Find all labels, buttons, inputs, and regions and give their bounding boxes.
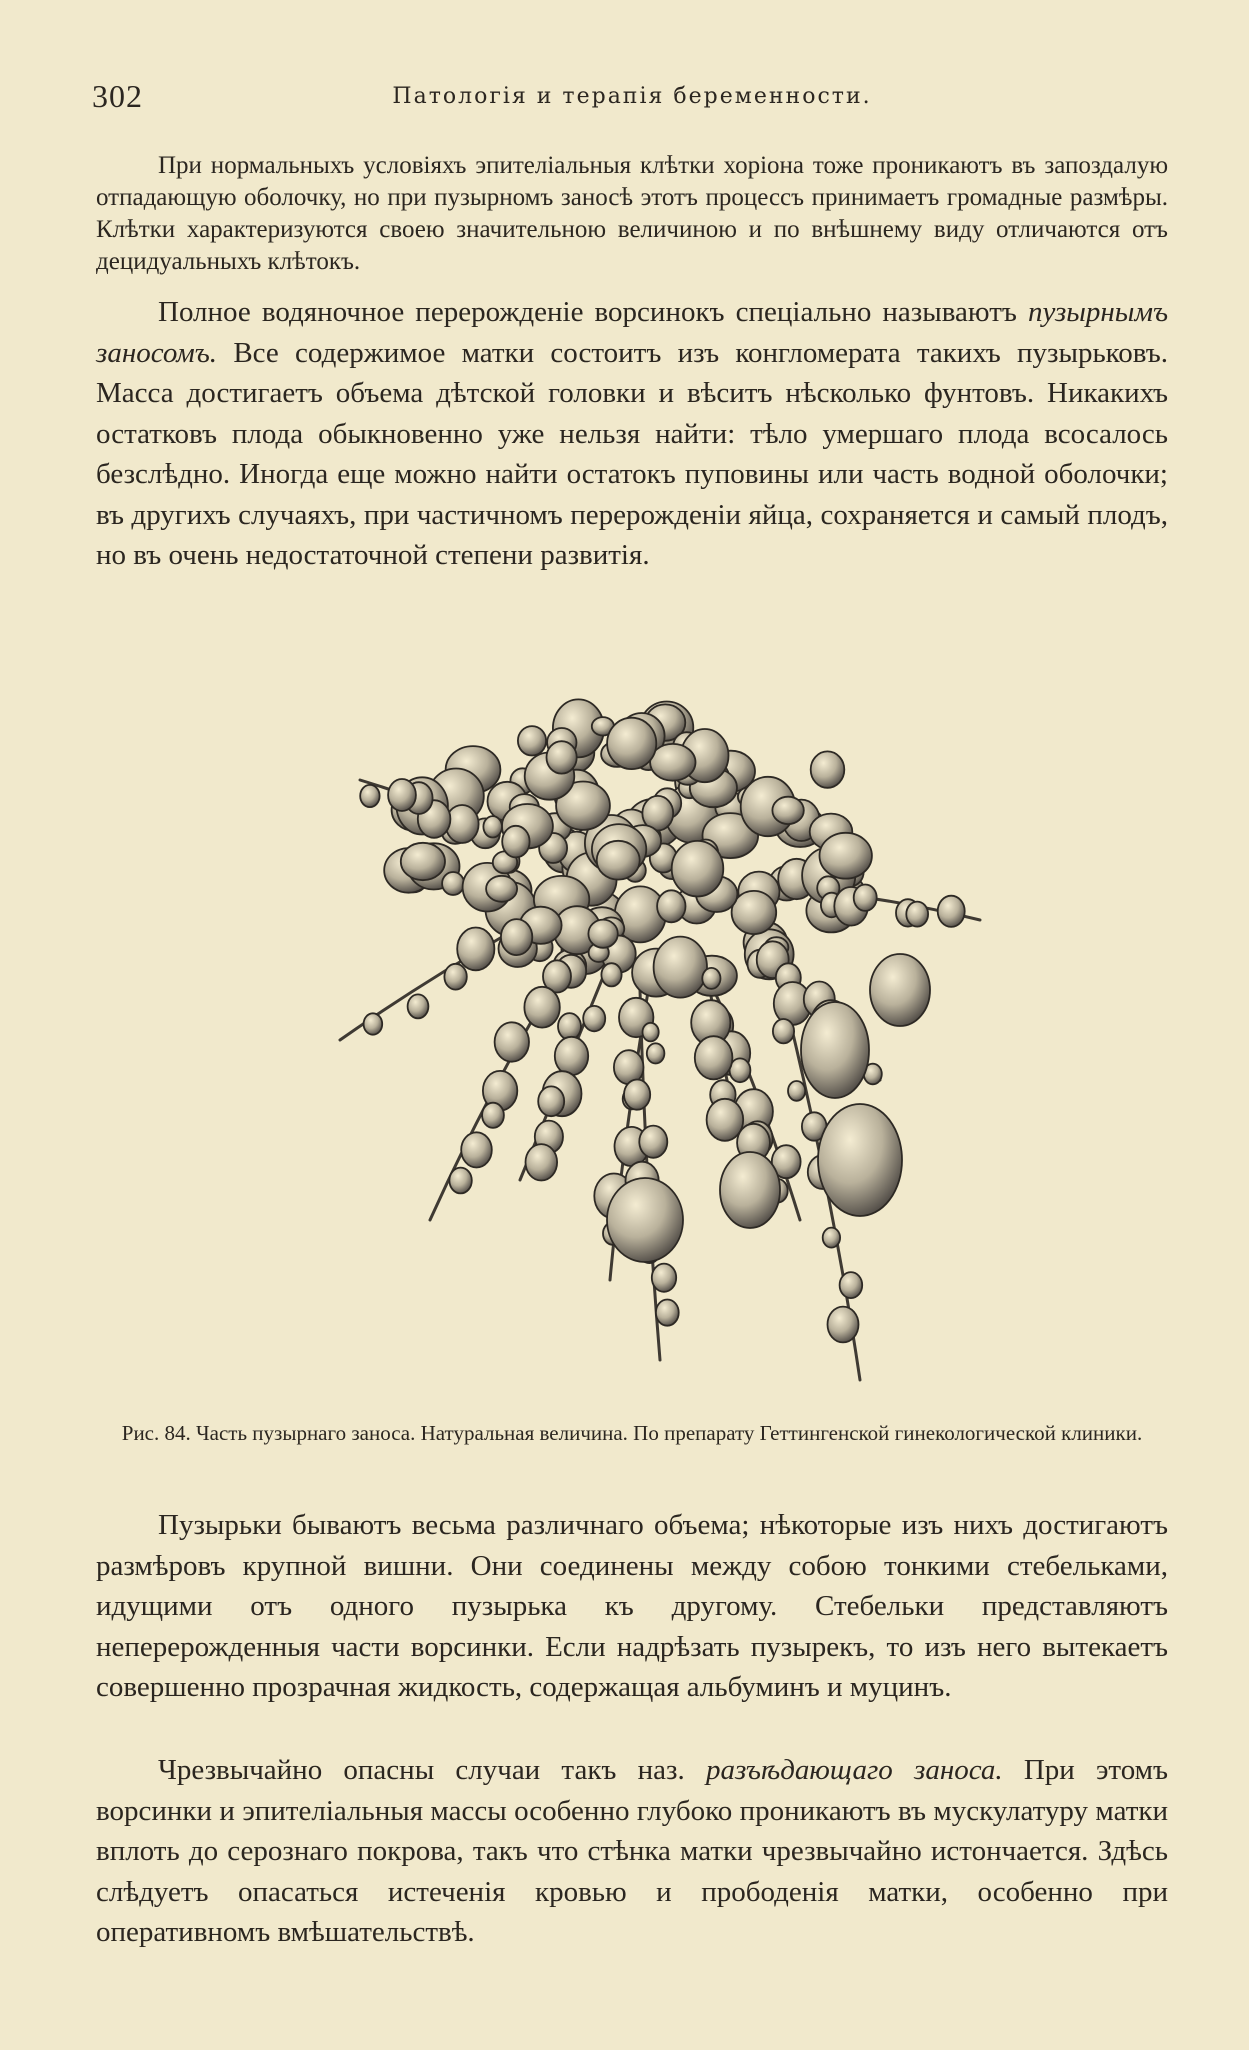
paragraph-3: [96, 1505, 1168, 1708]
page-header: [92, 78, 1172, 122]
paragraph-2-text-start: Полное водяночное перерожденіе ворсинокъ спеціально называютъ: [158, 296, 1017, 328]
paragraph-1-text: При нормальныхъ условіяхъ эпителіальныя клѣтки хоріона тоже проникаютъ въ запоздалую отпадающую оболочку, но при пузырномъ заносѣ этотъ процессъ принимаетъ громадные размѣры. Клѣтки характеризуются своею значительною величиною и по внѣшнему виду отличаются отъ децидуальныхъ клѣтокъ.: [96, 152, 1168, 275]
figure-hydatidiform-mole: [280, 660, 1020, 1400]
vesicle-cluster-illustration: [280, 660, 1020, 1400]
paragraph-2-emphasis: пузырнымъ заносомъ.: [96, 296, 1168, 369]
page-number: 302: [92, 78, 143, 114]
paragraph-4-emphasis: разъѣдающаго заноса.: [705, 1754, 1003, 1786]
paragraph-4-text-end: При этомъ ворсинки и эпителіальныя массы особенно глубоко проникаютъ въ мускулатуру матки вплоть до серознаго покрова, такъ что стѣнка матки чрезвычайно истончается. Здѣсь слѣдуетъ опасаться истеченія кровью и прободенія матки, особенно при оперативномъ вмѣшательствѣ.: [96, 1754, 1169, 1948]
paragraph-2-text-end: Все содержимое матки состоитъ изъ конгломерата такихъ пузырьковъ. Масса достигаетъ объема дѣтской головки и вѣситъ нѣсколько фунтовъ. Никакихъ остатковъ плода обыкновенно уже нельзя найти: тѣло умершаго плода всосалось безслѣдно. Иногда еще можно найти остатокъ пуповины или часть водной оболочки; въ другихъ случаяхъ, при частичномъ перерожденіи яйца, сохраняется и самый плодъ, но въ очень недостаточной степени развитія.: [96, 336, 1168, 571]
paragraph-1: [96, 150, 1168, 278]
running-title: Патологія и терапія беременности.: [392, 84, 872, 109]
paragraph-4-text-start: Чрезвычайно опасны случаи такъ наз.: [158, 1754, 685, 1786]
paragraph-2: [96, 292, 1168, 576]
paragraph-3-text: Пузырьки бываютъ весьма различнаго объема; нѣкоторые изъ нихъ достигаютъ размѣровъ крупной вишни. Они соединены между собою тонкими стебельками, идущими отъ одного пузырька къ другому. Стебельки представляютъ неперерожденныя части ворсинки. Если надрѣзать пузырекъ, то изъ него вытекаетъ совершенно прозрачная жидкость, содержащая альбуминъ и муцинъ.: [96, 1509, 1168, 1703]
paragraph-4: [96, 1750, 1168, 1953]
figure-caption: Рис. 84. Часть пузырнаго заноса. Натуральная величина. По препарату Геттингенской гинекологической клиники.: [121, 1421, 1143, 1445]
